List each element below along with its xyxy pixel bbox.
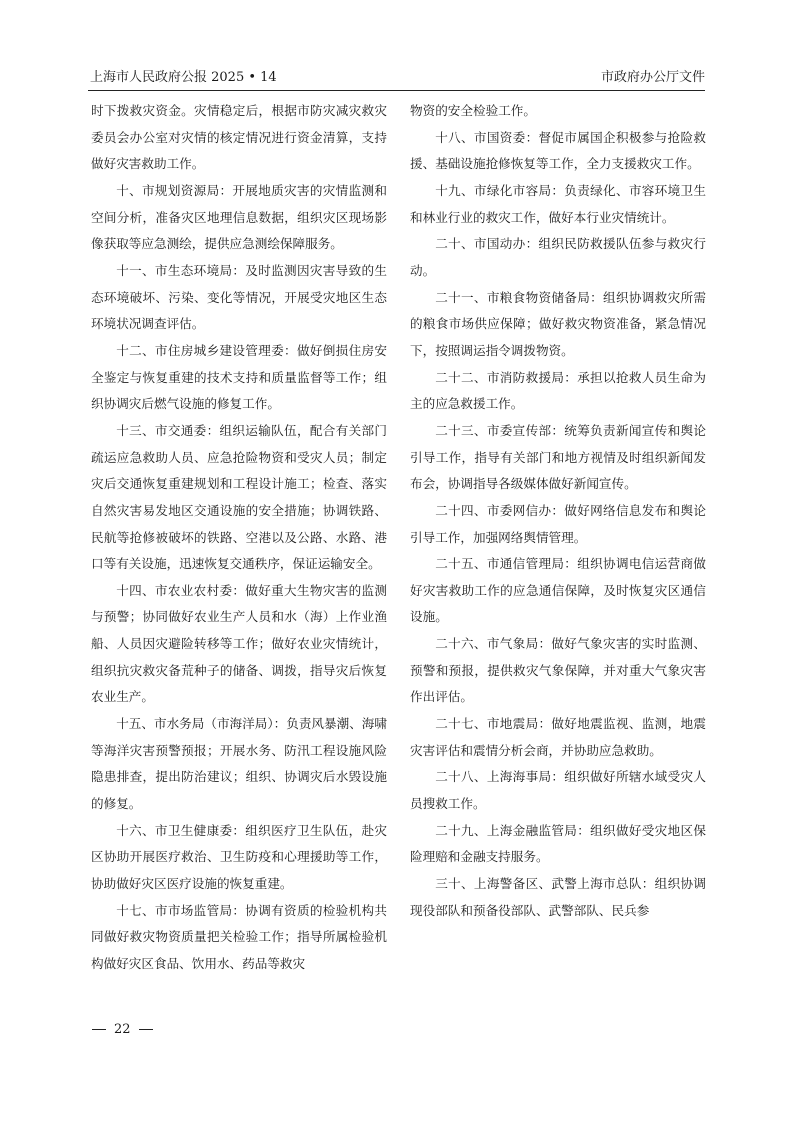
paragraph: 二十七、市地震局：做好地震监视、监测，地震灾害评估和震情分析会商，并协助应急救助。: [410, 716, 706, 758]
paragraph: 二十五、市通信管理局：组织协调电信运营商做好灾害救助工作的应急通信保障，及时恢复灾区通信设施。: [410, 556, 706, 625]
paragraph: 十四、市农业农村委：做好重大生物灾害的监测与预警；协同做好农业生产人员和水（海）上作业渔船、人员因灾避险转移等工作；做好农业灾情统计，组织抗灾救灾备荒种子的储备、调拨，指导灾后恢复农业生产。: [91, 582, 387, 705]
paragraph: 十、市规划资源局：开展地质灾害的灾情监测和空间分析，准备灾区地理信息数据，组织灾区现场影像获取等应急测绘，提供应急测绘保障服务。: [91, 182, 387, 252]
paragraph: 十六、市卫生健康委：组织医疗卫生队伍，赴灾区协助开展医疗救治、卫生防疫和心理援助等工作，协助做好灾区医疗设施的恢复重建。: [91, 822, 387, 892]
paragraph: 二十四、市委网信办：做好网络信息发布和舆论引导工作，加强网络舆情管理。: [410, 502, 706, 545]
page-header: [90, 62, 705, 86]
header-rule: [88, 90, 705, 91]
right-column: [410, 98, 706, 924]
paragraph: 物资的安全检验工作。: [410, 103, 536, 118]
paragraph: 二十一、市粮食物资储备局：组织协调救灾所需的粮食市场供应保障；做好救灾物资准备，紧急情况下，按照调运指令调拨物资。: [410, 289, 706, 358]
paragraph: 二十八、上海海事局：组织做好所辖水域受灾人员搜救工作。: [410, 769, 706, 812]
page-footer: [92, 1022, 161, 1037]
paragraph: 三十、上海警备区、武警上海市总队：组织协调现役部队和预备役部队、武警部队、民兵参: [410, 876, 706, 918]
publication-title: 上海市人民政府公报 2025 • 14: [90, 70, 277, 85]
paragraph: 十二、市住房城乡建设管理委：做好倒损住房安全鉴定与恢复重建的技术支持和质量监督等工作；组织协调灾后燃气设施的修复工作。: [91, 342, 387, 412]
paragraph: 十三、市交通委：组织运输队伍，配合有关部门疏运应急救助人员、应急抢险物资和受灾人员；制定灾后交通恢复重建规划和工程设计施工；检查、落实自然灾害易发地区交通设施的安全措施；协调铁路、民航等抢修被破坏的铁路、空港以及公路、水路、港口等有关设施，迅速恢复交通秩序，保证运输安全。: [91, 422, 387, 572]
paragraph: 十五、市水务局（市海洋局）：负责风暴潮、海啸等海洋灾害预警预报；开展水务、防汛工程设施风险隐患排查，提出防治建议；组织、协调灾后水毁设施的修复。: [91, 716, 387, 812]
footer-dash-left: [92, 1029, 106, 1030]
paragraph: 时下拨救灾资金。灾情稳定后，根据市防灾减灾救灾委员会办公室对灾情的核定情况进行资金清算，支持做好灾害救助工作。: [91, 103, 387, 172]
page-number: 22: [114, 1022, 131, 1037]
paragraph: 二十九、上海金融监管局：组织做好受灾地区保险理赔和金融支持服务。: [410, 822, 706, 865]
footer-dash-right: [139, 1029, 153, 1030]
paragraph: 二十六、市气象局：做好气象灾害的实时监测、预警和预报，提供救灾气象保障，并对重大气象灾害作出评估。: [410, 636, 706, 705]
paragraph: 十七、市市场监管局：协调有资质的检验机构共同做好救灾物资质量把关检验工作；指导所属检验机构做好灾区食品、饮用水、药品等救灾: [91, 902, 387, 971]
paragraph: 二十三、市委宣传部：统筹负责新闻宣传和舆论引导工作，指导有关部门和地方视情及时组织新闻发布会，协调指导各级媒体做好新闻宣传。: [410, 422, 706, 492]
paragraph: 十九、市绿化市容局：负责绿化、市容环境卫生和林业行业的救灾工作，做好本行业灾情统计。: [410, 182, 706, 225]
paragraph: 十一、市生态环境局：及时监测因灾害导致的生态环境破坏、污染、变化等情况，开展受灾地区生态环境状况调查评估。: [91, 262, 387, 332]
left-column: [91, 98, 387, 978]
paragraph: 十八、市国资委：督促市属国企积极参与抢险救援、基础设施抢修恢复等工作，全力支援救灾工作。: [410, 129, 706, 172]
paragraph: 二十、市国动办：组织民防救援队伍参与救灾行动。: [410, 236, 706, 278]
section-title: 市政府办公厅文件: [600, 70, 705, 85]
paragraph: 二十二、市消防救援局：承担以抢救人员生命为主的应急救援工作。: [410, 369, 706, 412]
